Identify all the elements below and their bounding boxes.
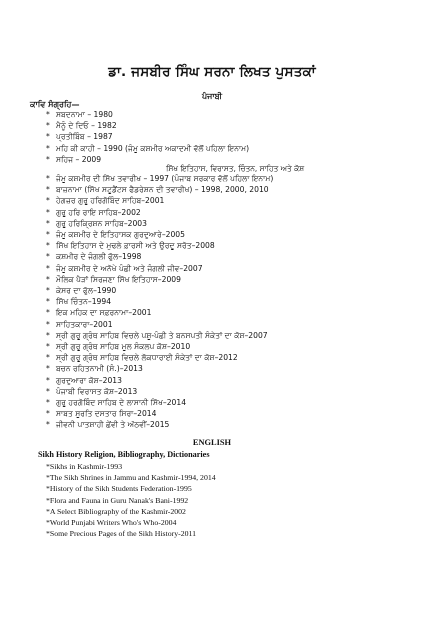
list-item-label: ਗੁਰਦੁਆਰਾ ਕੋਸ਼–2013 <box>56 375 122 385</box>
list-item <box>46 275 181 285</box>
list-item-label: ਪੰਜਾਬੀ ਵਿਰਾਸਤ ਕੋਸ਼–2013 <box>56 386 138 396</box>
bullet-icon: * <box>46 185 50 195</box>
list-item <box>46 376 122 386</box>
list-item-label: ਹੇਗਜ਼ਰ ਗੁਰੂ ਹਰਿਗੋਬਿੰਦ ਸਾਹਿਬ–2001 <box>56 196 165 206</box>
list-item-label: ਸਿੱਖ ਚਿੰਤਨ–1994 <box>56 297 112 307</box>
list-item-label: ਕੇਸਰ ਦਾ ਫੁੱਲ–1990 <box>56 286 117 295</box>
bullet-icon: * <box>46 286 50 295</box>
list-item-label: ਬਚਨ ਰਹਿਤਨਾਮੀ (ਸੰ.)–2013 <box>56 364 143 374</box>
bullet-icon: * <box>46 218 50 228</box>
bullet-icon: * <box>46 375 50 385</box>
bullet-icon: * <box>46 308 50 318</box>
list-item-label: ਪ੍ਰਤੀਬਿੰਬ – 1987 <box>56 132 113 142</box>
list-item <box>46 155 101 165</box>
english-subheading: Sikh History Religion, Bibliography, Dictionaries <box>38 450 210 459</box>
bullet-icon: * <box>46 342 50 351</box>
list-item-label: ਮੌਲਿਕ ਪੈੜਾਂ ਸਿਰਜਣਾ ਸਿੱਖ ਇਤਿਹਾਸ–2009 <box>56 274 181 284</box>
list-item <box>46 484 192 493</box>
list-item <box>46 208 141 218</box>
list-item <box>46 286 116 296</box>
list-item-label: ਜੰਮੂ ਕਸ਼ਮੀਰ ਦੇ ਇਤਿਹਾਸਕ ਗੁਰਦੁਆਰੇ–2005 <box>56 230 185 239</box>
bullet-icon: * <box>46 386 50 396</box>
bullet-icon: * <box>46 230 50 239</box>
list-item <box>46 462 122 471</box>
list-item <box>46 420 169 430</box>
list-item <box>46 264 203 274</box>
page-title: ਡਾ. ਜਸਬੀਰ ਸਿੰਘ ਸਰਨਾ ਲਿਖਤ ਪੁਸਤਕਾਂ <box>108 64 316 80</box>
list-item <box>46 342 190 352</box>
list-item <box>46 331 268 341</box>
bullet-icon: * <box>46 330 50 340</box>
list-item <box>46 196 164 206</box>
list-item-label: ਸ੍ਰੀ ਗੁਰੂ ਗ੍ਰੰਥ ਸਾਹਿਬ ਵਿਚਲੇ ਲੋਕਧਾਰਾਈ ਸੰਕੇਤਾਂ ਦਾ ਕੋਸ਼–2012 <box>56 353 238 363</box>
bullet-icon: * <box>46 319 50 329</box>
list-item-label: ਮਹਿ ਕੀ ਕਾਹੀ – 1990 (ਜੰਮੂ ਕਸ਼ਮੀਰ ਅਕਾਦਮੀ ਵੱਲੋਂ ਪਹਿਲਾ ਇਨਾਮ) <box>56 143 250 153</box>
list-item-label: Flora and Fauna in Guru Nanak's Bani-1992 <box>49 495 189 505</box>
list-item <box>46 507 186 516</box>
list-item-label: ਸਹਿਜ – 2009 <box>56 154 102 164</box>
english-heading: ENGLISH <box>192 438 232 447</box>
list-item <box>46 529 196 538</box>
bullet-icon: * <box>46 495 50 505</box>
list-item-label: Sikhs in Kashmir-1993 <box>49 462 123 471</box>
bullet-icon: * <box>46 174 50 183</box>
list-item <box>46 241 215 251</box>
list-item-label: ਇਕ ਮਹਿਕ ਦਾ ਸਫ਼ਰਨਾਮਾ–2001 <box>56 308 152 318</box>
list-item-label: Some Precious Pages of the Sikh History-2011 <box>49 529 197 539</box>
bullet-icon: * <box>46 274 50 284</box>
list-item-label: ਸਾਬਤ ਸੂਰਤਿ ਦਸਤਾਰ ਸਿਰਾ–2014 <box>56 409 157 419</box>
list-item <box>46 219 147 229</box>
bullet-icon: * <box>46 506 50 516</box>
list-item <box>46 174 273 184</box>
list-item <box>46 473 216 482</box>
bullet-icon: * <box>46 196 50 206</box>
list-item-label: ਸਾਹਿਤਕਾਰਾ–2001 <box>56 319 113 329</box>
list-item-label: ਸਬਦਨਾਮਾ – 1980 <box>56 110 113 119</box>
bullet-icon: * <box>46 420 50 430</box>
bullet-icon: * <box>46 263 50 273</box>
bullet-icon: * <box>46 518 50 527</box>
list-item <box>46 353 238 363</box>
history-heading: ਸਿੱਖ ਇਤਿਹਾਸ, ਵਿਰਾਸਤ, ਚਿੰਤਨ, ਸਾਹਿਤ ਅਤੇ ਕੋਸ਼ <box>166 164 305 173</box>
list-item-label: ਕਸ਼ਮੀਰ ਦੇ ਜੰਗਲੀ ਫੁੱਲ–1998 <box>56 252 142 262</box>
bullet-icon: * <box>46 462 50 471</box>
list-item <box>46 496 188 505</box>
list-item-label: ਗੁਰੂ ਹਰਿ ਰਾਇ ਸਾਹਿਬ–2002 <box>56 207 141 217</box>
bullet-icon: * <box>46 110 50 119</box>
list-item <box>46 398 186 408</box>
list-item-label: ਮੈਨੂੰ ਦੇ ਦਿਓ – 1982 <box>56 121 117 131</box>
bullet-icon: * <box>46 143 50 153</box>
list-item <box>46 185 269 195</box>
bullet-icon: * <box>46 121 50 131</box>
bullet-icon: * <box>46 353 50 363</box>
bullet-icon: * <box>46 398 50 407</box>
list-item-label: A Select Bibliography of the Kashmir-2002 <box>49 506 186 516</box>
list-item-label: ਜੰਮੂ ਕਸ਼ਮੀਰ ਦੀ ਸਿੱਖ ਤਵਾਰੀਖ – 1997 (ਪੰਜਾਬ ਸਰਕਾਰ ਵੱਲੋਂ ਪਹਿਲਾ ਇਨਾਮ) <box>56 174 274 183</box>
section-punjabi-heading: ਪੰਜਾਬੀ <box>201 92 223 101</box>
bullet-icon: * <box>46 409 50 419</box>
list-item-label: The Sikh Shrines in Jammu and Kashmir-1994, 2014 <box>49 473 216 483</box>
list-item-label: ਗੁਰੂ ਹਰਿਕ੍ਰਿਸ਼ਨ ਸਾਹਿਬ–2003 <box>56 218 147 228</box>
list-item-label: ਜੰਮੂ ਕਸ਼ਮੀਰ ਦੇ ਅਨੋਖੇ ਪੰਛੀ ਅਤੇ ਜੰਗਲੀ ਜੀਵ–2007 <box>56 263 203 273</box>
bullet-icon: * <box>46 473 50 483</box>
poetry-heading: ਕਾਵਿ ਸੰਗ੍ਰਹਿ— <box>30 100 80 109</box>
bullet-icon: * <box>46 297 50 307</box>
list-item-label: World Punjabi Writers Who's Who-2004 <box>49 518 177 527</box>
list-item-label: ਬਾਜ਼ਨਾਮਾ (ਸਿੱਖ ਸਟੂਡੈਂਟਸ ਫੈਡਰੇਸ਼ਨ ਦੀ ਤਵਾਰੀਖ) – 1998, 2000, 2010 <box>56 185 269 195</box>
bullet-icon: * <box>46 132 50 142</box>
list-item <box>46 132 113 142</box>
bullet-icon: * <box>46 154 50 164</box>
list-item <box>46 308 151 318</box>
list-item <box>46 121 117 131</box>
list-item-label: ਗੁਰੂ ਹਰਗੋਬਿੰਦ ਸਾਹਿਬ ਦੇ ਲਾਸਾਨੀ ਸਿੱਖ–2014 <box>56 398 187 407</box>
bullet-icon: * <box>46 252 50 262</box>
bullet-icon: * <box>46 484 50 494</box>
list-item-label: History of the Sikh Students Federation-1995 <box>49 484 192 494</box>
bullet-icon: * <box>46 207 50 217</box>
list-item <box>46 364 143 374</box>
bullet-icon: * <box>46 364 50 374</box>
list-item <box>46 320 113 330</box>
list-item <box>46 110 113 120</box>
list-item <box>46 144 249 154</box>
bullet-icon: * <box>46 529 50 539</box>
list-item-label: ਸ੍ਰੀ ਗੁਰੂ ਗ੍ਰੰਥ ਸਾਹਿਬ ਮੂਲ ਸੰਕਲਪ ਕੋਸ਼–2010 <box>56 342 191 351</box>
list-item <box>46 252 141 262</box>
list-item <box>46 297 111 307</box>
list-item <box>46 387 137 397</box>
list-item <box>46 518 176 527</box>
list-item <box>46 409 156 419</box>
list-item-label: ਸਿੱਖ ਇਤਿਹਾਸ ਦੇ ਮੁਢਲੇ ਫ਼ਾਰਸੀ ਅਤੇ ਉਰਦੂ ਸਰੋਤ–2008 <box>56 241 215 251</box>
list-item-label: ਜੀਵਨੀ ਪਾਤਸ਼ਾਹੀ ਛੇਂਵੀ ਤੇ ਅੱਠਵੀਂ–2015 <box>56 420 170 430</box>
list-item <box>46 230 185 240</box>
list-item-label: ਸ੍ਰੀ ਗੁਰੂ ਗ੍ਰੰਥ ਸਾਹਿਬ ਵਿਚਲੇ ਪਸ਼ੂ-ਪੰਛੀ ਤੇ ਬਨਸਪਤੀ ਸੰਕੇਤਾਂ ਦਾ ਕੋਸ਼–2007 <box>56 330 268 340</box>
bullet-icon: * <box>46 241 50 251</box>
